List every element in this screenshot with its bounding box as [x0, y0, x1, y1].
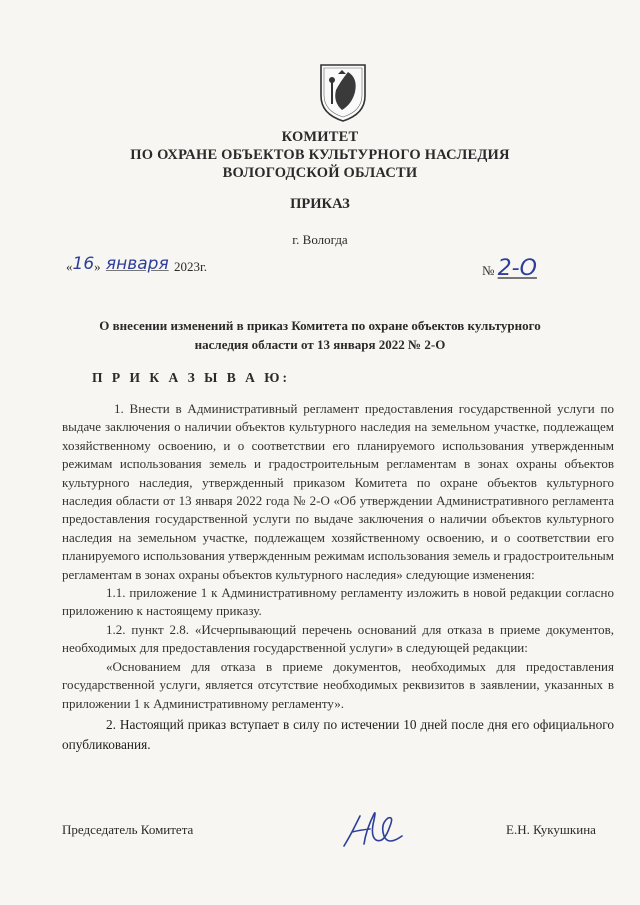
org-line-2: ПО ОХРАНЕ ОБЪЕКТОВ КУЛЬТУРНОГО НАСЛЕДИЯ [130, 147, 510, 163]
handwritten-signature [340, 806, 410, 852]
order-date [66, 256, 207, 276]
date-month: января [105, 254, 169, 274]
org-line-1: КОМИТЕТ [281, 129, 359, 145]
decree-heading: П Р И К А З Ы В А Ю: [92, 370, 290, 385]
paragraph-1-1: 1.1. приложение 1 к Административному регламенту изложить в новой редакции согласно приложению к настоящему приказу. [62, 585, 614, 619]
order-subject [0, 316, 640, 354]
coat-of-arms-icon [318, 62, 368, 124]
organization-name [0, 128, 640, 182]
date-year: 2023г. [173, 259, 208, 274]
number-value: 2-О [497, 256, 537, 281]
city: г. Вологда [292, 232, 348, 247]
order-body [62, 400, 614, 755]
date-day: 16 [72, 254, 95, 274]
document-type: ПРИКАЗ [290, 196, 350, 212]
number-label: № [482, 263, 495, 278]
paragraph-1: 1. Внести в Административный регламент предоставления государственной услуги по выдаче заключения о наличии объектов культурного наследия на земельном участке, подлежащем хозяйственному освоению, и о соответствии его планируемого использования утвержденным режимам использования земель и градостроительным регламентам в зонах охраны объектов культурного наследия, утвержденный приказом Комитета по охране объектов культурного наследия области от 13 января 2022 года № 2-О «Об утверждении Административного регламента предоставления государственной услуги по выдаче заключения о наличии объектов культурного наследия на земельном участке, подлежащем хозяйственному освоению, и о соответствии его планируемого использования утвержденным режимам использования земель и градостроительным регламентам в зонах охраны объектов культурного наследия» следующие изменения: [62, 401, 614, 582]
date-close-quote: » [94, 259, 101, 274]
subject-line-1: О внесении изменений в приказ Комитета по охране объектов культурного [99, 318, 541, 333]
paragraph-2: 2. Настоящий приказ вступает в силу по истечении 10 дней после дня его официального опубликования. [62, 716, 614, 752]
subject-line-2: наследия области от 13 января 2022 № 2-О [194, 337, 446, 352]
paragraph-quote: «Основанием для отказа в приеме документов, необходимых для предоставления государственной услуги, является отсутствие необходимых реквизитов в заявлении, указанных в приложении 1 к Административному регламенту». [62, 658, 614, 711]
paragraph-1-2: 1.2. пункт 2.8. «Исчерпывающий перечень оснований для отказа в приеме документов, необходимых для предоставления государственной услуги» в следующей редакции: [62, 621, 614, 656]
org-line-3: ВОЛОГОДСКОЙ ОБЛАСТИ [222, 165, 418, 181]
signatory-title: Председатель Комитета [62, 822, 194, 837]
signatory-name: Е.Н. Кукушкина [506, 822, 596, 837]
order-number [482, 256, 537, 281]
date-open-quote: « [66, 259, 73, 274]
